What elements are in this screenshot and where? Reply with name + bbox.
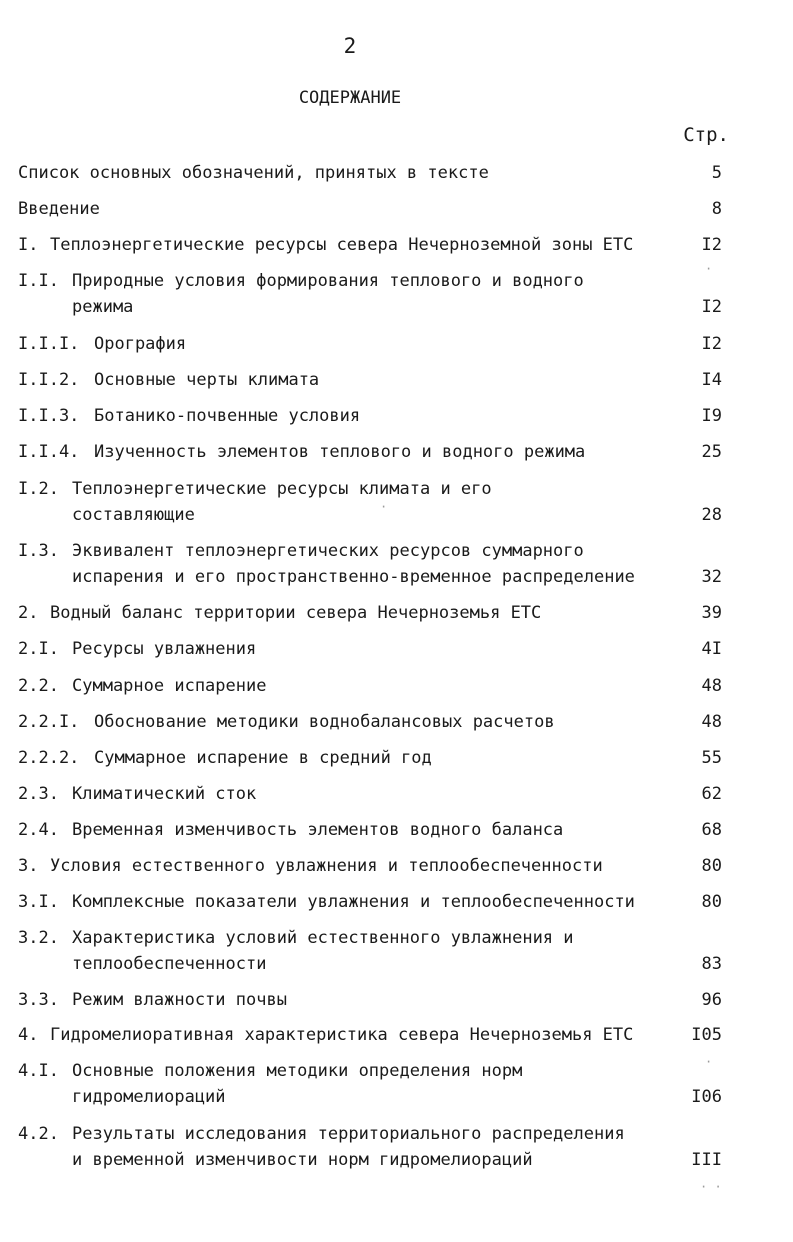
scan-speck: · xyxy=(380,500,388,514)
toc-entry-page: 55 xyxy=(701,748,722,768)
toc-entry-title: Ботанико-почвенные условия xyxy=(94,406,361,426)
toc-entry-page: 5 xyxy=(711,163,722,183)
toc-entry-title: Обоснование методики воднобалансовых расчетов xyxy=(94,712,555,732)
toc-entry-number: 4.2. xyxy=(18,1124,59,1144)
toc-entry-title: Гидромелиоративная характеристика севера Нечерноземья ЕТС xyxy=(50,1025,634,1045)
toc-entry-page: I05 xyxy=(691,1025,722,1045)
toc-entry-number: I.I.2. xyxy=(18,370,80,390)
toc-entry-page: 62 xyxy=(701,784,722,804)
page-column-header: Стр. xyxy=(683,124,729,146)
toc-entry-number: 3.2. xyxy=(18,928,59,948)
toc-entry-number: I.I.3. xyxy=(18,406,80,426)
toc-entry-number: I.2. xyxy=(18,479,59,499)
toc-entry-page: 28 xyxy=(701,505,722,525)
toc-entry-title-continued: и временной изменчивости норм гидромелиораций xyxy=(72,1150,533,1170)
scan-speck: · · xyxy=(700,1180,722,1194)
toc-entry-title-continued: режима xyxy=(72,297,134,317)
toc-entry-number: 2.2. xyxy=(18,676,59,696)
toc-entry-page: I2 xyxy=(701,297,722,317)
toc-title: СОДЕРЖАНИЕ xyxy=(298,88,402,108)
toc-entry-page: I4 xyxy=(701,370,722,390)
toc-entry-title: Введение xyxy=(18,199,100,219)
toc-entry-title-continued: гидромелиораций xyxy=(72,1087,226,1107)
toc-entry-title: Основные положения методики определения норм xyxy=(72,1061,523,1081)
toc-entry-page: 48 xyxy=(701,712,722,732)
toc-entry-title: Климатический сток xyxy=(72,784,257,804)
toc-entry-number: I.I. xyxy=(18,271,59,291)
toc-entry-title: Изученность элементов теплового и водного режима xyxy=(94,442,586,462)
toc-entry-title-continued: теплообеспеченности xyxy=(72,954,267,974)
toc-entry-number: I.3. xyxy=(18,541,59,561)
toc-entry-page: 25 xyxy=(701,442,722,462)
toc-entry-page: I06 xyxy=(691,1087,722,1107)
toc-entry-number: 2.I. xyxy=(18,639,59,659)
toc-entry-title-continued: испарения и его пространственно-временное распределение xyxy=(72,567,635,587)
toc-entry-title: Основные черты климата xyxy=(94,370,320,390)
toc-entry-number: 4.I. xyxy=(18,1061,59,1081)
toc-entry-page: 39 xyxy=(701,603,722,623)
toc-entry-title: Режим влажности почвы xyxy=(72,990,287,1010)
toc-entry-title: Временная изменчивость элементов водного баланса xyxy=(72,820,564,840)
toc-entry-page: 80 xyxy=(701,856,722,876)
toc-entry-title: Теплоэнергетические ресурсы климата и его xyxy=(72,479,492,499)
toc-entry-title: Суммарное испарение xyxy=(72,676,267,696)
toc-entry-page: 32 xyxy=(701,567,722,587)
toc-entry-number: 2.2.I. xyxy=(18,712,80,732)
toc-entry-page: 80 xyxy=(701,892,722,912)
toc-entry-title: Характеристика условий естественного увлажнения и xyxy=(72,928,574,948)
toc-entry-number: 4. xyxy=(18,1025,39,1045)
toc-entry-title: Результаты исследования территориального распределения xyxy=(72,1124,625,1144)
toc-entry-title: Ресурсы увлажнения xyxy=(72,639,257,659)
toc-entry-page: 4I xyxy=(701,639,722,659)
toc-entry-title: Орография xyxy=(94,334,187,354)
toc-entry-number: I. xyxy=(18,235,39,255)
toc-entry-title: Теплоэнергетические ресурсы севера Нечерноземной зоны ЕТС xyxy=(50,235,634,255)
toc-entry-title: Природные условия формирования теплового и водного xyxy=(72,271,584,291)
toc-entry-page: III xyxy=(691,1150,722,1170)
toc-entry-page: 96 xyxy=(701,990,722,1010)
toc-entry-number: I.I.4. xyxy=(18,442,80,462)
toc-entry-number: 2.4. xyxy=(18,820,59,840)
toc-entry-page: I2 xyxy=(701,235,722,255)
toc-entry-title: Комплексные показатели увлажнения и теплообеспеченности xyxy=(72,892,635,912)
toc-entry-page: I2 xyxy=(701,334,722,354)
toc-entry-number: 2. xyxy=(18,603,39,623)
toc-entry-title: Суммарное испарение в средний год xyxy=(94,748,432,768)
toc-entry-number: 3.I. xyxy=(18,892,59,912)
toc-entry-page: 68 xyxy=(701,820,722,840)
toc-entry-number: 2.2.2. xyxy=(18,748,80,768)
toc-entry-title: Условия естественного увлажнения и теплообеспеченности xyxy=(50,856,603,876)
toc-entry-number: 3. xyxy=(18,856,39,876)
toc-entry-title: Эквивалент теплоэнергетических ресурсов суммарного xyxy=(72,541,584,561)
toc-entry-number: 2.3. xyxy=(18,784,59,804)
scan-speck: · xyxy=(705,262,713,276)
toc-entry-number: I.I.I. xyxy=(18,334,80,354)
toc-entry-title: Водный баланс территории севера Нечерноземья ЕТС xyxy=(50,603,542,623)
page-number: 2 xyxy=(343,34,357,58)
toc-entry-number: 3.3. xyxy=(18,990,59,1010)
toc-entry-page: 83 xyxy=(701,954,722,974)
toc-entry-title: Список основных обозначений, принятых в тексте xyxy=(18,163,489,183)
toc-entry-page: 48 xyxy=(701,676,722,696)
toc-entry-title-continued: составляющие xyxy=(72,505,195,525)
toc-entry-page: I9 xyxy=(701,406,722,426)
scan-speck: · xyxy=(705,1055,713,1069)
toc-entry-page: 8 xyxy=(711,199,722,219)
